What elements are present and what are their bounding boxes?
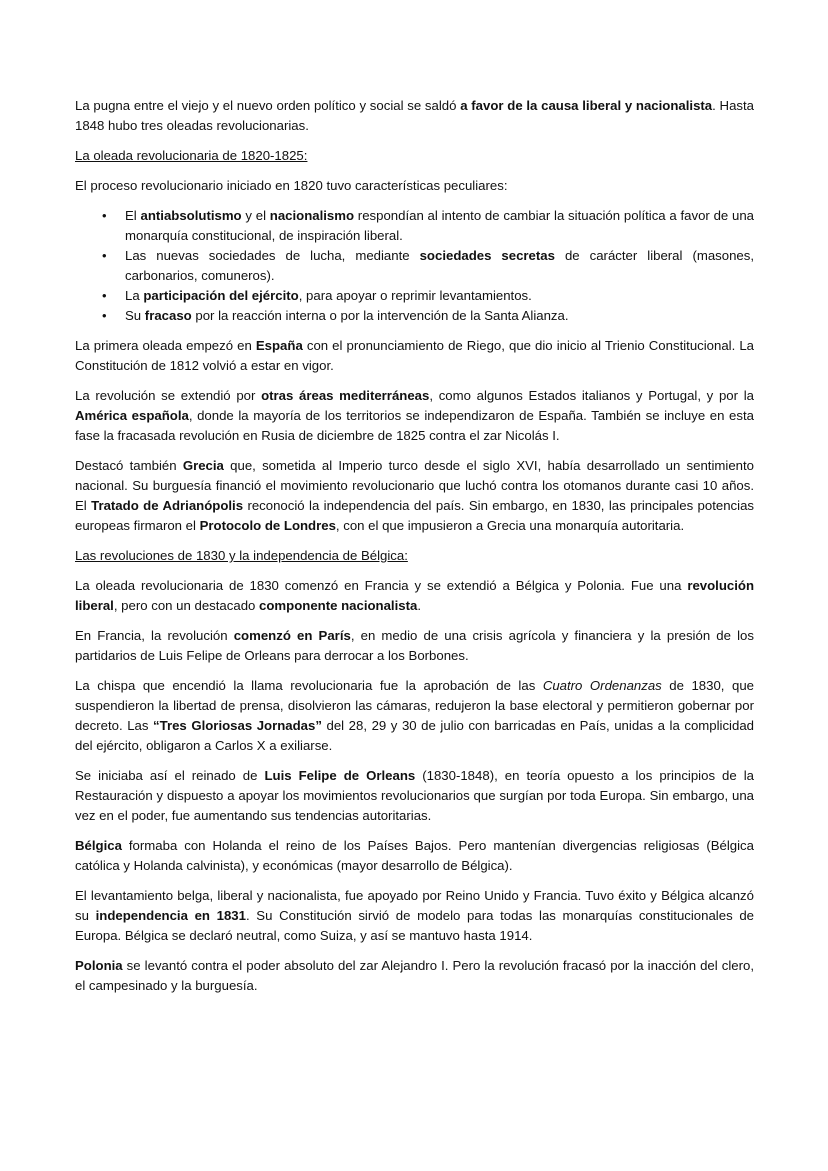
ordinances-paragraph: La chispa que encendió la llama revolucionaria fue la aprobación de las Cuatro Ordenanzas de 1830, que suspendieron la libertad de prensa, disolvieron las cámaras, redujeron la base electoral y permitieron gobernar por decreto. Las “Tres Gloriosas Jornadas” del 28, 29 y 30 de julio con barricadas en País, unidas a la complicidad del ejército, obligaron a Carlos X a exiliarse.: [75, 678, 754, 753]
spain-paragraph: La primera oleada empezó en España con el pronunciamiento de Riego, que dio inicio al Trienio Constitucional. La Constitución de 1812 volvió a estar en vigor.: [75, 338, 755, 373]
section-heading-1830: Las revoluciones de 1830 y la independencia de Bélgica:: [75, 548, 408, 563]
louis-philippe-paragraph: Se iniciaba así el reinado de Luis Felipe de Orleans (1830-1848), en teoría opuesto a los principios de la Restauración y dispuesto a apoyar los movimientos revolucionarios que surgían por toda Europa. Sin embargo, una vez en el poder, fue aumentando sus tendencias autoritarias.: [75, 768, 754, 823]
bullet-icon: •: [102, 308, 107, 323]
bullet-icon: •: [102, 288, 107, 303]
belgian-uprising-paragraph: El levantamiento belga, liberal y nacionalista, fue apoyado por Reino Unido y Francia. Tuvo éxito y Bélgica alcanzó su independencia en 1831. Su Constitución sirvió de modelo para todas las monarquías constitucionales de Europa. Bélgica se declaró neutral, como Suiza, y así se mantuvo hasta 1914.: [75, 888, 754, 943]
characteristics-list: [75, 206, 754, 326]
list-item: • La participación del ejército, para apoyar o reprimir levantamientos.: [75, 286, 754, 306]
mediterranean-paragraph: La revolución se extendió por otras áreas mediterráneas, como algunos Estados italianos y Portugal, y por la América española, donde la mayoría de los territorios se independizaron de España. También se incluye en esta fase la fracasada revolución en Rusia de diciembre de 1825 contra el zar Nicolás I.: [75, 388, 754, 443]
wave-1830-paragraph: La oleada revolucionaria de 1830 comenzó en Francia y se extendió a Bélgica y Polonia. Fue una revolución liberal, pero con un destacado componente nacionalista.: [75, 578, 754, 613]
bullet-icon: •: [102, 248, 107, 263]
document-page: [75, 96, 754, 1006]
list-item: • Su fracaso por la reacción interna o por la intervención de la Santa Alianza.: [75, 306, 754, 326]
greece-paragraph: Destacó también Grecia que, sometida al Imperio turco desde el siglo XVI, había desarrollado un sentimiento nacional. Su burguesía financió el movimiento revolucionario que luchó contra los otomanos durante casi 10 años. El Tratado de Adrianópolis reconoció la independencia del país. Sin embargo, en 1830, las principales potencias europeas firmaron el Protocolo de Londres, con el que impusieron a Grecia una monarquía autoritaria.: [75, 458, 755, 533]
france-paragraph: En Francia, la revolución comenzó en París, en medio de una crisis agrícola y financiera y la presión de los partidarios de Luis Felipe de Orleans para derrocar a los Borbones.: [75, 628, 754, 663]
intro-paragraph: La pugna entre el viejo y el nuevo orden político y social se saldó a favor de la causa liberal y nacionalista. Hasta 1848 hubo tres oleadas revolucionarias.: [75, 98, 754, 133]
belgium-paragraph: Bélgica formaba con Holanda el reino de los Países Bajos. Pero mantenían divergencias religiosas (Bélgica católica y Holanda calvinista), y económicas (mayor desarrollo de Bélgica).: [75, 838, 754, 873]
list-item: • El antiabsolutismo y el nacionalismo respondían al intento de cambiar la situación política a favor de una monarquía constitucional, de inspiración liberal.: [102, 208, 755, 243]
section-heading-1820: La oleada revolucionaria de 1820-1825:: [75, 148, 308, 163]
list-item: • Las nuevas sociedades de lucha, mediante sociedades secretas de carácter liberal (masones, carbonarios, comuneros).: [102, 248, 755, 283]
bullet-icon: •: [102, 208, 107, 223]
poland-paragraph: Polonia se levantó contra el poder absoluto del zar Alejandro I. Pero la revolución fracasó por la inacción del clero, el campesinado y la burguesía.: [75, 958, 754, 993]
section1-lead: El proceso revolucionario iniciado en 1820 tuvo características peculiares:: [75, 178, 508, 193]
